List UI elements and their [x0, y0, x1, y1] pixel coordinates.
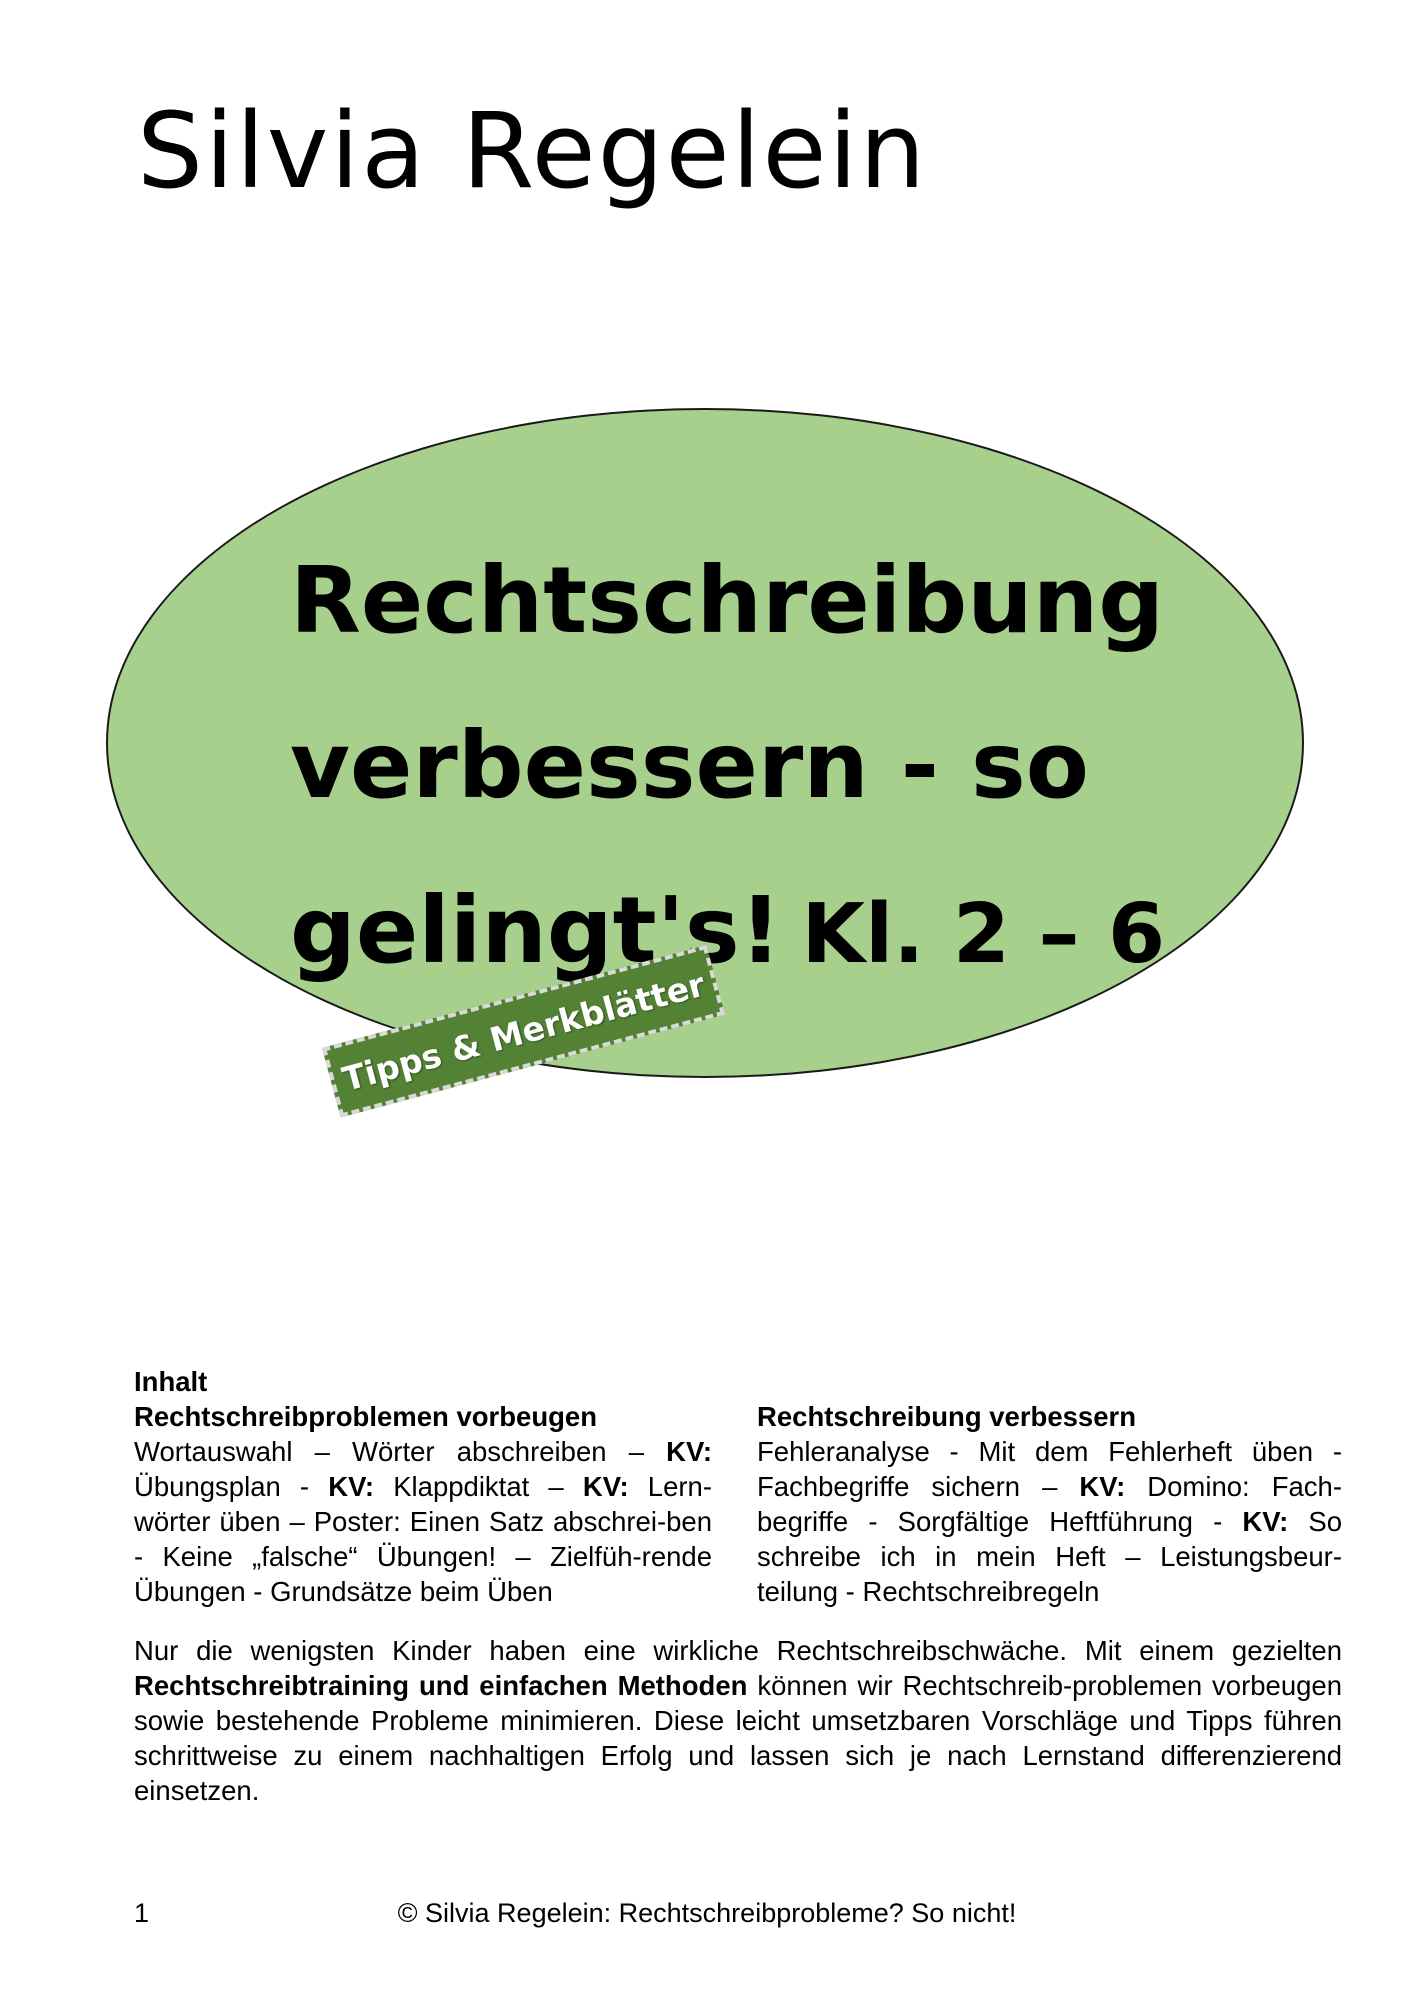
title-line-3 — [290, 848, 1230, 1017]
right-column-heading: Rechtschreibung verbessern — [757, 1401, 1137, 1432]
author-name: Silvia Regelein — [137, 90, 928, 212]
title-line-1: Rechtschreibung — [290, 547, 1165, 654]
intro-text-bold: Rechtschreibtraining und einfachen Methoden — [134, 1670, 748, 1701]
contents-left-column — [134, 1399, 712, 1609]
kv-label: KV: — [328, 1471, 375, 1502]
tips-badge-label: Tipps & Merkblätter — [338, 964, 709, 1099]
kv-label: KV: — [666, 1436, 712, 1467]
contents-text: Domino: Fach-begriffe - Sorgfältige Heftführung - — [757, 1471, 1342, 1537]
title-line-2: verbessern - so — [290, 712, 1089, 819]
contents-section — [134, 1364, 1342, 1808]
contents-text: Wortauswahl – Wörter abschreiben – — [134, 1436, 667, 1467]
contents-text: So schreibe ich in mein Heft – Leistungsbeur-teilung - Rechtschreibregeln — [757, 1506, 1343, 1607]
title-line-3-text: gelingt's! — [290, 877, 782, 984]
contents-heading: Inhalt — [134, 1366, 208, 1397]
contents-right-column — [757, 1399, 1342, 1609]
grade-range: Kl. 2 – 6 — [801, 887, 1166, 982]
intro-text-after: können wir Rechtschreib-problemen vorbeugen sowie bestehende Probleme minimieren. Diese leicht umsetzbaren Vorschläge und Tipps führen schrittweise zu einem nachhaltigen Erfolg und lassen sich je nach Lernstand differenzierend einsetzen. — [134, 1670, 1342, 1806]
kv-label: KV: — [582, 1471, 629, 1502]
contents-text: Fehleranalyse - Mit dem Fehlerheft üben - Fachbegriffe sichern – — [757, 1436, 1342, 1502]
contents-text: Lern-wörter üben – Poster: Einen Satz abschrei-ben - Keine „falsche“ Übungen! – Zielfüh-rende Übungen - Grundsätze beim Üben — [134, 1471, 713, 1607]
contents-text: Übungsplan - — [134, 1471, 329, 1502]
page-number: 1 — [134, 1898, 150, 1928]
left-column-heading: Rechtschreibproblemen vorbeugen — [134, 1401, 598, 1432]
footer-copyright: © Silvia Regelein: Rechtschreibprobleme? So nicht! — [397, 1898, 1017, 1928]
right-column-text — [757, 1434, 1342, 1609]
intro-paragraph — [134, 1633, 1342, 1808]
intro-text-before: Nur die wenigsten Kinder haben eine wirkliche Rechtschreibschwäche. Mit einem gezielten — [134, 1635, 1342, 1666]
book-title — [290, 518, 1230, 1017]
kv-label: KV: — [1242, 1506, 1289, 1537]
contents-text: Klappdiktat – — [374, 1471, 583, 1502]
kv-label: KV: — [1079, 1471, 1126, 1502]
contents-columns — [134, 1399, 1342, 1609]
left-column-text — [134, 1434, 712, 1609]
